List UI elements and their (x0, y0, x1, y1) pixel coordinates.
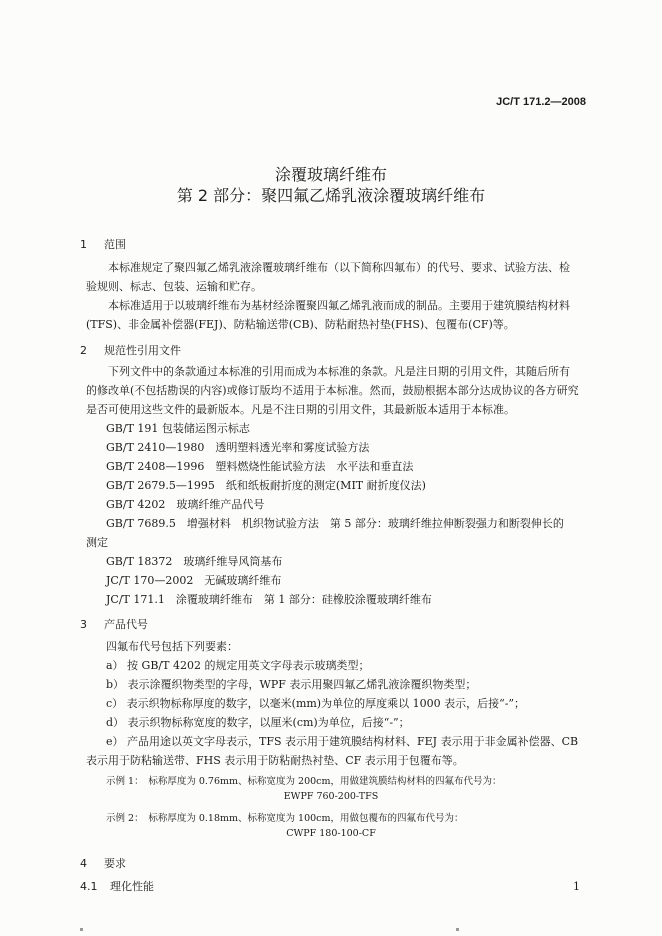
section-2-para-1: 下列文件中的条款通过本标准的引用而成为本标准的条款。凡是注日期的引用文件，其随后所有的修改单(不包括勘误的内容)或修订版均不适用于本标准。然而，鼓励根据本部分达成协议的各方研究是否可使用这些文件的最新版本。凡是不注日期的引用文件，其最新版本适用于本标准。 (86, 365, 579, 416)
example-2-code: CWPF 180-100-CF (286, 828, 376, 839)
list-item: b） 表示涂覆织物类型的字母，WPF 表示用聚四氟乙烯乳液涂覆织物类型； (106, 678, 477, 691)
standard-code: JC/T 171.2—2008 (496, 96, 586, 108)
list-item-continuation: 表示用于防粘输送带、FHS 表示用于防粘耐热衬垫、CF 表示用于包覆布等。 (86, 754, 464, 767)
list-item: a） 按 GB/T 4202 的规定用英文字母表示玻璃类型； (106, 659, 370, 672)
title-line2: 第 2 部分：聚四氟乙烯乳液涂覆玻璃纤维布 (176, 186, 486, 205)
section-1-para-2: 本标准适用于以玻璃纤维布为基材经涂覆聚四氟乙烯乳液而成的制品。主要用于建筑膜结构材料(TFS)、非金属补偿器(FEJ)、防粘输送带(CB)、防粘耐热衬垫(FHS)、包覆布(CF)等。 (86, 299, 570, 331)
ref-item: JC/T 171.1 涂覆玻璃纤维布 第 1 部分：硅橡胶涂覆玻璃纤维布 (106, 593, 432, 606)
section-2-heading: 2 规范性引用文件 (80, 344, 181, 357)
example-1: 示例 1： 标称厚度为 0.76mm、标称宽度为 200cm，用做建筑膜结构材料的四氟布代号为： (106, 776, 502, 787)
section-1-para-1: 本标准规定了聚四氟乙烯乳液涂覆玻璃纤维布（以下简称四氟布）的代号、要求、试验方法、检验规则、标志、包装、运输和贮存。 (86, 261, 570, 293)
section-4-1-heading: 4.1 理化性能 (80, 880, 154, 893)
ref-item: JC/T 170—2002 无碱玻璃纤维布 (106, 574, 282, 587)
section-3-intro: 四氟布代号包括下列要素： (106, 640, 238, 653)
ref-item-continuation: 测定 (86, 536, 108, 549)
ref-item: GB/T 18372 玻璃纤维导风筒基布 (106, 555, 283, 568)
title-line1: 涂覆玻璃纤维布 (274, 165, 387, 184)
ref-item: GB/T 2679.5—1995 纸和纸板耐折度的测定(MIT 耐折度仪法) (106, 479, 426, 492)
list-item: e） 产品用途以英文字母表示，TFS 表示用于建筑膜结构材料、FEJ 表示用于非金属补偿器、CB (106, 735, 579, 748)
section-4-heading: 4 要求 (80, 857, 126, 870)
list-item: d） 表示织物标称宽度的数字，以厘米(cm)为单位，后接“-”； (106, 716, 410, 729)
ref-item: GB/T 4202 玻璃纤维产品代号 (106, 498, 265, 511)
scan-mark (80, 928, 83, 931)
section-1-heading: 1 范围 (80, 238, 126, 251)
ref-item: GB/T 2408—1996 塑料燃烧性能试验方法 水平法和垂直法 (106, 460, 414, 473)
ref-item: GB/T 2410—1980 透明塑料透光率和雾度试验方法 (106, 441, 370, 454)
list-item: c） 表示织物标称厚度的数字，以毫米(mm)为单位的厚度乘以 1000 表示，后接“-”； (106, 697, 526, 710)
example-1-code: EWPF 760-200-TFS (283, 791, 379, 802)
ref-item: GB/T 7689.5 增强材料 机织物试验方法 第 5 部分：玻璃纤维拉伸断裂强力和断裂伸长的 (106, 517, 564, 530)
example-2: 示例 2： 标称厚度为 0.18mm、标称宽度为 100cm，用做包覆布的四氟布代号为： (106, 813, 464, 824)
ref-item: GB/T 191 包装储运图示标志 (106, 422, 250, 435)
scan-mark (456, 928, 459, 931)
section-3-heading: 3 产品代号 (80, 618, 148, 631)
page-number: 1 (573, 880, 580, 893)
